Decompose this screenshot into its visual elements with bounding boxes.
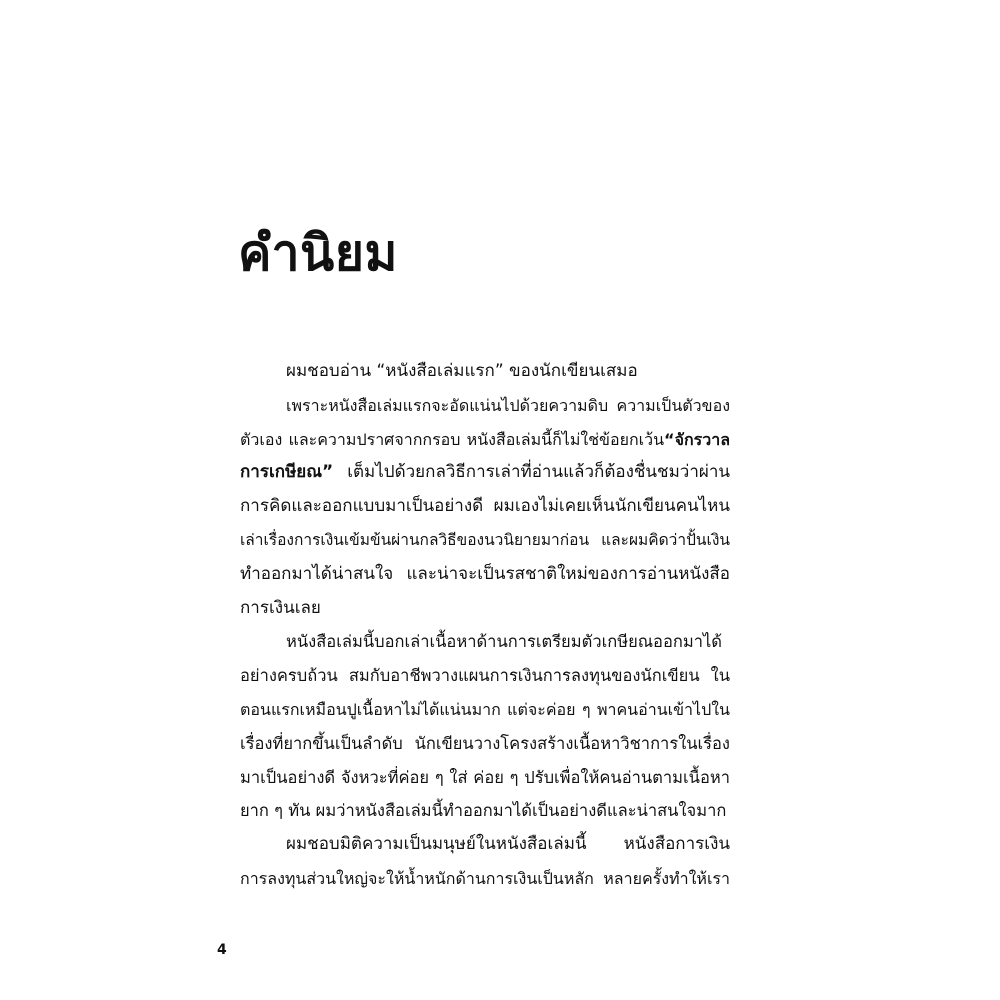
- paragraph-line: [240, 423, 730, 457]
- book-title-part-1: “จักรวาล: [664, 429, 730, 449]
- paragraph-line: [240, 456, 730, 490]
- paragraph-line: ทำออกมาได้น่าสนใจ และน่าจะเป็นรสชาติใหม่ของการอ่านหนังสือ: [240, 563, 730, 584]
- paragraph-line-segment: เต็มไปด้วยกลวิธีการเล่าที่อ่านแล้วก็ต้องชื่นชมว่าผ่าน: [333, 462, 730, 483]
- paragraph-line: เล่าเรื่องการเงินเข้มข้นผ่านกลวิธีของนวนิยายมาก่อน และผมคิดว่าปั้นเงิน: [240, 530, 730, 549]
- page-number: 4: [217, 942, 227, 958]
- paragraph-line: หนังสือเล่มนี้บอกเล่าเนื้อหาด้านการเตรียมตัวเกษียณออกมาได้: [286, 632, 723, 652]
- body-text: [240, 355, 730, 896]
- paragraph-line: ผมชอบมิติความเป็นมนุษย์ในหนังสือเล่มนี้ หนังสือการเงิน: [286, 834, 730, 855]
- paragraph-line: ผมชอบอ่าน “หนังสือเล่มแรก” ของนักเขียนเสมอ: [286, 361, 638, 381]
- paragraph-line: อย่างครบถ้วน สมกับอาชีพวางแผนการเงินการลงทุนของนักเขียน ใน: [240, 666, 730, 686]
- paragraph-line: เรื่องที่ยากขึ้นเป็นลำดับ นักเขียนวางโครงสร้างเนื้อหาวิชาการในเรื่อง: [240, 733, 730, 753]
- paragraph-line: ตอนแรกเหมือนปูเนื้อหาไม่ได้แน่นมาก แต่จะค่อย ๆ พาคนอ่านเข้าไปใน: [240, 699, 730, 719]
- page-title: คำนิยม: [238, 224, 398, 282]
- paragraph-line: การเงินเลย: [240, 597, 321, 618]
- paragraph-line: มาเป็นอย่างดี จังหวะที่ค่อย ๆ ใส่ ค่อย ๆ ปรับเพื่อให้คนอ่านตามเนื้อหา: [240, 767, 730, 787]
- book-title-part-2: การเกษียณ”: [240, 462, 334, 483]
- paragraph-line: การลงทุนส่วนใหญ่จะให้น้ำหนักด้านการเงินเป็นหลัก หลายครั้งทำให้เรา: [240, 868, 730, 888]
- paragraph-line-segment: ตัวเอง และความปราศจากกรอบ หนังสือเล่มนี้ก็ไม่ใช่ข้อยกเว้น: [240, 429, 665, 449]
- paragraph-line: ยาก ๆ ทัน ผมว่าหนังสือเล่มนี้ทำออกมาได้เป็นอย่างดีและน่าสนใจมาก: [240, 801, 727, 821]
- paragraph-line: การคิดและออกแบบมาเป็นอย่างดี ผมเองไม่เคยเห็นนักเขียนคนไหน: [240, 496, 730, 517]
- paragraph-line: เพราะหนังสือเล่มแรกจะอัดแน่นไปด้วยความดิบ ความเป็นตัวของ: [286, 395, 730, 415]
